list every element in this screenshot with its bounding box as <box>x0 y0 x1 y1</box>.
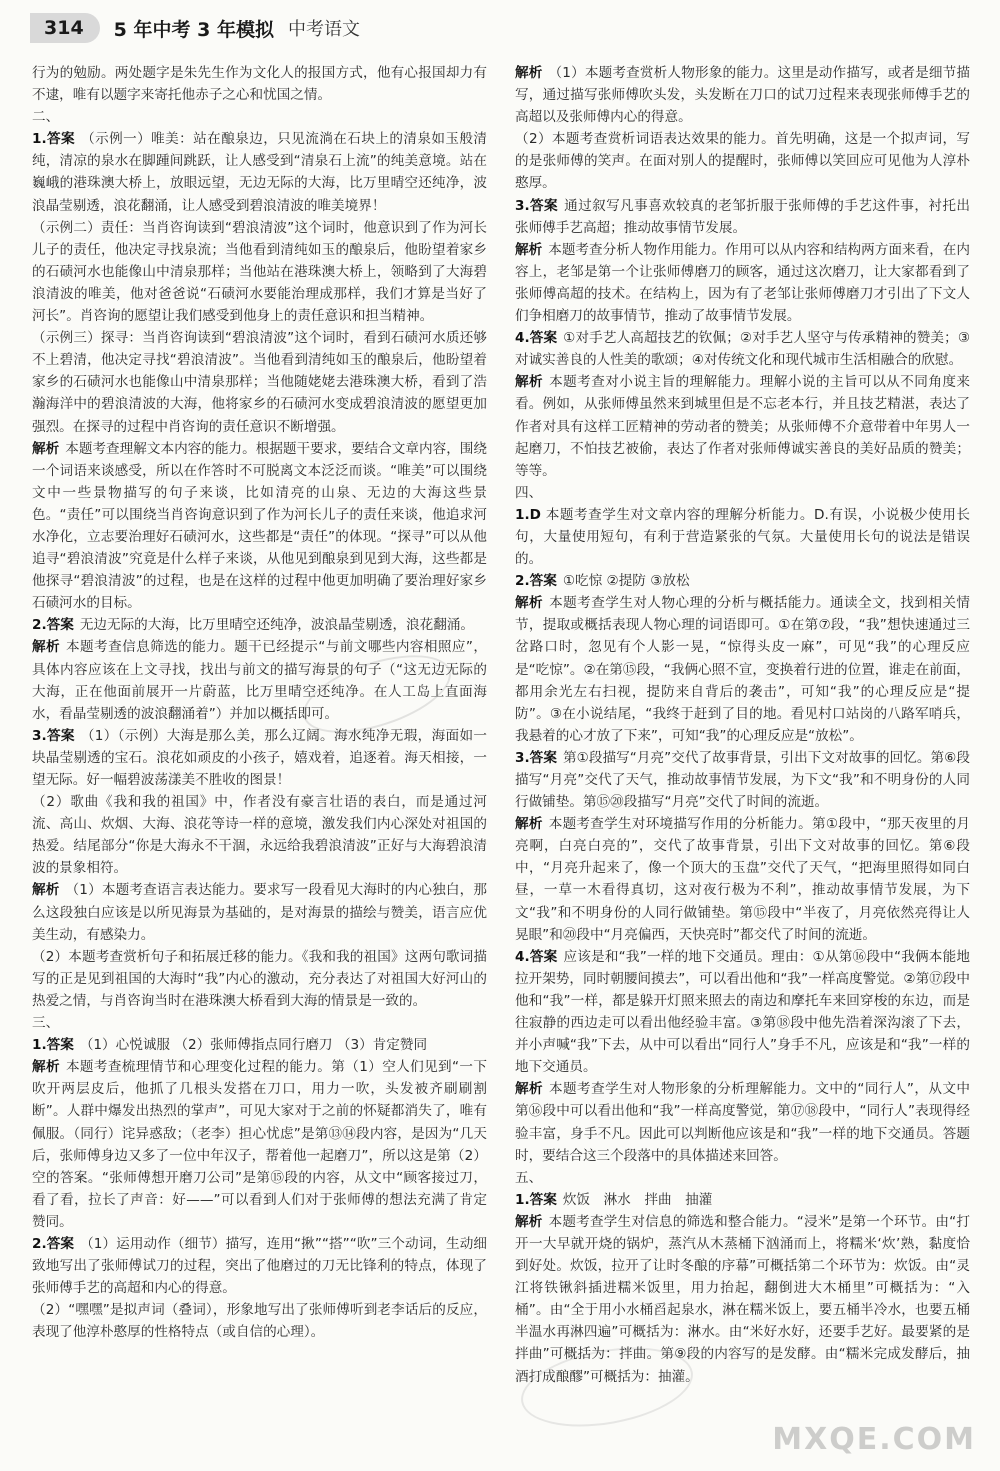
answer-tag: 答案 <box>529 749 557 766</box>
analysis-item <box>32 1056 487 1233</box>
answer-text: 应该是和“我”一样的地下交通员。理由：①从第⑯段中“我俩本能地拉开架势，同时朝腰间摸去”，可以看出他和“我”一样高度警觉。②第⑰段中他和“我”一样，都是躲开灯照来照去的南边和摩托车来回穿梭的东边，而是往寂静的西边走可以看出他经验丰富。③第⑱段中他先浩着深沟滚了下去，并小声喊“我”下去，从中可以看出“同行人”身手不凡，应该是和“我”一样的地下交通员。 <box>515 948 970 1076</box>
analysis-item <box>515 1211 970 1388</box>
analysis-text: 本题考查学生对人物形象的分析理解能力。文中的“同行人”，从文中第⑯段中可以看出他和“我”一样高度警觉，第⑰⑱段中，“同行人”表现得经验丰富，身手不凡。因此可以判断他应该是和“我”一样的地下交通员。答题时，要结合这三个段落中的具体描述来回答。 <box>515 1081 970 1164</box>
paragraph: （2）歌曲《我和我的祖国》中，作者没有豪言壮语的表白，而是通过河流、高山、炊烟、大海、浪花等诗一样的意境，激发我们内心深处对祖国的热爱。结尾部分“你是大海永不干涸，永远给我碧浪清波”正好与大海碧浪清波的景象相符。 <box>32 794 487 877</box>
answer-tag: 答案 <box>46 617 74 634</box>
question-number: 2. <box>32 617 47 634</box>
question-number: 1. <box>32 1037 47 1054</box>
answer-text: （1）（示例）大海是那么美，那么辽阔。海水纯净无瑕，海面如一块晶莹剔透的宝石。浪花如顽皮的小孩子，嬉戏着，追逐着。海天相接，一望无际。好一幅碧波荡漾美不胜收的图景！ <box>32 727 487 788</box>
answer-tag: 答案 <box>46 1235 75 1252</box>
analysis-tag: 解析 <box>515 1213 543 1230</box>
answer-item <box>32 128 487 216</box>
paragraph: （示例二）责任：当肖咨询读到“碧浪清波”这个词时，他意识到了作为河长儿子的责任，他决定寻找泉流；当他看到清纯如玉的酿泉后，他盼望着家乡的石碛河水也能像山中清泉那样；当他站在港珠澳大桥上，领略到了大海碧浪清波的唯美，他对爸爸说“石碛河水要能治理成那样，我们才算是当好了河长”。肖咨询的愿望让我们感受到他身上的责任意识和担当精神。 <box>32 219 487 325</box>
answer-item <box>515 946 970 1079</box>
site-watermark: MXQE.COM <box>772 1422 976 1457</box>
page-header <box>30 8 360 48</box>
analysis-tag: 解析 <box>515 241 543 258</box>
analysis-tag: 解析 <box>32 639 61 656</box>
answer-item <box>515 1189 970 1211</box>
analysis-tag: 解析 <box>32 1059 60 1076</box>
question-number: 2. <box>32 1235 47 1252</box>
answer-tag: 答案 <box>46 1037 74 1054</box>
analysis-item <box>515 239 970 327</box>
analysis-text: 本题考查学生对环境描写作用的分析能力。第①段中，“那天夜里的月亮啊，白亮白亮的”，交代了故事背景，引出下文对故事的回忆。第⑥段中，“月亮升起来了，像一个顶大的玉盘”交代了天气，“把海里照得如同白昼，一草一木看得真切，这对夜行极为不利”，推动故事情节发展，为下文“我”和不明身份的人同行做铺垫。第⑮段中“半夜了，月亮依然亮得让人晃眼”和⑳段中“月亮偏西，天快亮时”都交代了时间的流逝。 <box>515 816 970 943</box>
answer-text: 炊饭 淋水 拌曲 抽灌 <box>562 1191 713 1208</box>
answer-tag: 答案 <box>529 197 559 214</box>
analysis-tag: 解析 <box>515 374 544 391</box>
page-number: 314 <box>30 13 100 43</box>
analysis-item <box>32 438 487 615</box>
analysis-text: 本题考查理解文本内容的能力。根据题干要求，要结合文章内容，围绕一个词语来谈感受，所以在作答时不可脱离文本泛泛而谈。“唯美”可以围绕文中一些景物描写的句子来谈，比如清亮的山泉、无边的大海这些景色。“责任”可以围绕当肖咨询意识到了作为河长儿子的责任来谈，他追求河水净化，立志要治理好石碛河水，这些都是“责任”的体现。“探寻”可以从他追寻“碧浪清波”究竟是什么样子来谈，从他见到酿泉到见到大海，这些都是他探寻“碧浪清波”的过程，也是在这样的过程中他更加明确了要治理好家乡石碛河水的目标。 <box>32 440 487 612</box>
answer-text: 本题考查学生对文章内容的理解分析能力。D.有误，小说极少使用长句，大量使用短句，有利于营造紧张的气氛。大量使用长句的说法是错误的。 <box>515 506 970 568</box>
question-number: 4. <box>515 330 530 347</box>
analysis-text: 本题考查学生对信息的筛选和整合能力。“浸米”是第一个环节。由“打开一大早就开烧的锅炉，蒸汽从木蒸桶下汹涌而上，将糯米‘炊’熟，黏度恰到好处。炊饭，拉开了让时冬酿的序幕”可概括第二个环节为：炊饭。由“灵江将铁锹斜插进糯米饭里，用力抬起，翻倒进大木桶里”可概括为：“入桶”。由“全于用小水桶舀起泉水，淋在糯米饭上，要五桶半冷水，也要五桶半温水再淋四遍”可概括为：淋水。由“米好水好，还要手艺好。最要紧的是拌曲”可概括为：拌曲。第⑨段的内容写的是发酵。由“糯米完成发酵后，抽酒打成酿醪”可概括为：抽灌。 <box>515 1213 970 1385</box>
section-heading: 二、 <box>32 109 60 126</box>
answer-item <box>32 1233 487 1299</box>
question-number: 3. <box>32 727 47 744</box>
answer-tag: 答案 <box>529 330 558 347</box>
answer-text: 通过叙写凡事喜欢较真的老邹折服于张师傅的手艺这件事，衬托出张师傅手艺高超；推动故事情节发展。 <box>515 197 970 236</box>
analysis-tag: 解析 <box>515 816 543 833</box>
right-column <box>515 62 970 1460</box>
question-number: 1.D <box>515 506 541 523</box>
analysis-text: 本题考查分析人物作用能力。作用可以从内容和结构两方面来看，在内容上，老邹是第一个让张师傅磨刀的顾客，通过这次磨刀，让大家都看到了张师傅高超的技术。在结构上，因为有了老邹让张师傅磨刀才引出了下文人们争相磨刀的故事情节，推动了故事情节发展。 <box>515 241 970 325</box>
analysis-text: 本题考查学生对人物心理的分析与概括能力。通读全文，找到相关情节，提取或概括表现人物心理的词语即可。①在第⑦段，“我”想快速通过三岔路口时，忽见有个人影一晃，“惊得头皮一麻”，可见“我”的心理反应是“吃惊”。②在第⑮段，“我俩心照不宣，变换着行进的位置，谁走在前面，都用余光左右扫视，提防来自背后的袭击”，可知“我”的心理反应是“提防”。③在小说结尾，“我终于赶到了目的地。看见村口站岗的八路军哨兵，我悬着的心才放了下来”，可知“我”的心理反应是“放松”。 <box>515 595 970 744</box>
answer-text: 无边无际的大海，比万里晴空还纯净，波浪晶莹剔透，浪花翻涌。 <box>79 617 475 634</box>
answer-tag: 答案 <box>529 1191 557 1208</box>
answer-text: （1）运用动作（细节）描写，连用“揪”“搭”“吹”三个动词，生动细致地写出了张师傅试刀的过程，突出了他磨过的刀无比锋利的特点，体现了张师傅手艺的高超和内心的得意。 <box>32 1235 487 1297</box>
answer-text: （示例一）唯美：站在酿泉边，只见流淌在石块上的清泉如玉般清纯，清凉的泉水在脚踵间跳跃，让人感受到“清泉石上流”的纯美意境。站在巍峨的港珠澳大桥上，放眼远望，无边无际的大海，比万里晴空还纯净，波浪晶莹剔透，浪花翻涌，让人感受到碧浪清波的唯美境界！ <box>32 131 487 214</box>
question-number: 1. <box>515 1191 530 1208</box>
answer-text: ①吃惊 ②提防 ③放松 <box>562 573 690 590</box>
answer-item <box>515 195 970 239</box>
section-heading: 四、 <box>515 484 543 501</box>
answer-item <box>515 327 970 371</box>
analysis-item <box>32 636 487 724</box>
answer-item <box>515 504 970 570</box>
analysis-text: 本题考查信息筛选的能力。题干已经提示“与前文哪些内容相照应”，具体内容应该在上文寻找，找出与前文的描写海景的句子（“这无边无际的大海，正在他面前展开一片蔚蓝，比万里晴空还纯净。在人工岛上直面海水，看晶莹剔透的波浪翻涌着”）并加以概括即可。 <box>32 639 487 722</box>
paragraph: （2）本题考查赏析句子和拓展迁移的能力。《我和我的祖国》这两句歌词描写的正是见到祖国的大海时“我”内心的激动，充分表达了对祖国大好河山的热爱之情，与肖咨询当时在港珠澳大桥看到大海的情景是一致的。 <box>32 948 487 1009</box>
answer-tag: 答案 <box>46 131 76 148</box>
analysis-item <box>515 813 970 946</box>
answer-item <box>515 747 970 813</box>
answer-text: ①对手艺人高超技艺的钦佩；②对手艺人坚守与传承精神的赞美；③对诚实善良的人性美的歌颂；④对传统文化和现代城市生活相融合的欣慰。 <box>515 330 970 369</box>
answer-tag: 答案 <box>46 727 75 744</box>
answer-item <box>515 570 970 592</box>
analysis-tag: 解析 <box>515 595 544 612</box>
answer-text: 第①段描写“月亮”交代了故事背景，引出下文对故事的回忆。第⑥段描写“月亮”交代了天气，推动故事情节发展，为下文“我”和不明身份的人同行做铺垫。第⑮⑳段描写“月亮”交代了时间的流逝。 <box>515 749 970 811</box>
analysis-item <box>515 592 970 747</box>
paragraph: （2）“嘿嘿”是拟声词（叠词），形象地写出了张师傅听到老李话后的反应，表现了他淳朴憨厚的性格特点（或自信的心理）。 <box>32 1302 487 1341</box>
analysis-tag: 解析 <box>32 882 60 899</box>
left-column <box>32 62 487 1460</box>
analysis-text: （1）本题考查赏析人物形象的能力。这里是动作描写，或者是细节描写，通过描写张师傅吹头发，头发断在刀口的试刀过程来表现张师傅手艺的高超以及张师傅内心的得意。 <box>515 65 970 126</box>
answer-tag: 答案 <box>529 948 558 965</box>
answer-item <box>32 614 487 636</box>
subject-label: 中考语文 <box>287 19 360 40</box>
analysis-text: 本题考查对小说主旨的理解能力。理解小说的主旨可以从不同角度来看。例如，从张师傅虽然来到城里但是不忘老本行，并且技艺精湛，表达了作者对具有这样工匠精神的劳动者的赞美；从张师傅不介意带着中年男人一起磨刀，不怕技艺被偷，表达了作者对张师傅诚实善良的美好品质的赞美；等等。 <box>515 374 970 479</box>
paragraph: 行为的勉励。两处题字是朱先生作为文化人的报国方式，他有心报国却力有不逮，唯有以题字来寄托他赤子之心和忧国之情。 <box>32 65 487 104</box>
question-number: 2. <box>515 573 530 590</box>
question-number: 4. <box>515 948 530 965</box>
analysis-tag: 解析 <box>515 65 543 81</box>
analysis-item <box>515 371 970 481</box>
question-number: 3. <box>515 749 530 766</box>
section-heading: 五、 <box>515 1169 543 1186</box>
analysis-tag: 解析 <box>32 440 60 457</box>
answer-item <box>32 725 487 791</box>
analysis-item <box>32 879 487 945</box>
question-number: 3. <box>515 197 530 214</box>
paragraph: （示例三）探寻：当肖咨询读到“碧浪清波”这个词时，看到石碛河水质还够不上碧清，他决定寻找“碧浪清波”。当他看到清纯如玉的酿泉后，他盼望着家乡的石碛河水也能像山中清泉那样；当他随姥姥去港珠澳大桥，看到了浩瀚海洋中的碧浪清波的大海，他将家乡的石碛河水变成碧浪清波的愿望更加强烈。在探寻的过程中肖咨询的责任意识不断增强。 <box>32 330 487 435</box>
analysis-item <box>515 1078 970 1166</box>
question-number: 1. <box>32 131 47 148</box>
paragraph: （2）本题考查赏析词语表达效果的能力。首先明确，这是一个拟声词，写的是张师傅的笑声。在面对别人的提醒时，张师傅以笑回应可见他为人淳朴憨厚。 <box>515 131 970 192</box>
answer-tag: 答案 <box>529 573 557 590</box>
answer-text: （1）心悦诚服 （2）张师傅指点同行磨刀 （3）肯定赞同 <box>79 1037 428 1054</box>
analysis-text: 本题考查梳理情节和心理变化过程的能力。第（1）空人们见到“一下吹开两层皮后，他抓了几根头发搭在刀口，用力一吹，头发被齐刷刷割断”。人群中爆发出热烈的掌声”，可见大家对于之前的怀疑都消失了，唯有佩服。（同行）诧异惑敌；（老李）担心忧虑”是第⑬⑭段内容，是因为“几天后，张师傅身边又多了一位中年汉子，帮着他一起磨刀”，所以这是第（2）空的答案。“张师傅想开磨刀公司”是第⑮段的内容，从文中“顾客接过刀，看了看，拉长了声音：好——”可以看到人们对于张师傅的想法充满了肯定赞同。 <box>32 1059 487 1230</box>
analysis-text: （1）本题考查语言表达能力。要求写一段看见大海时的内心独白，那么这段独白应该是以所见海景为基础的，是对海景的描绘与赞美，语言应优美生动，有感染力。 <box>32 882 487 943</box>
analysis-item <box>515 62 970 128</box>
series-title: 5 年中考 3 年模拟 <box>113 18 274 41</box>
analysis-tag: 解析 <box>515 1081 544 1098</box>
section-heading: 三、 <box>32 1015 60 1032</box>
answer-item <box>32 1034 487 1056</box>
